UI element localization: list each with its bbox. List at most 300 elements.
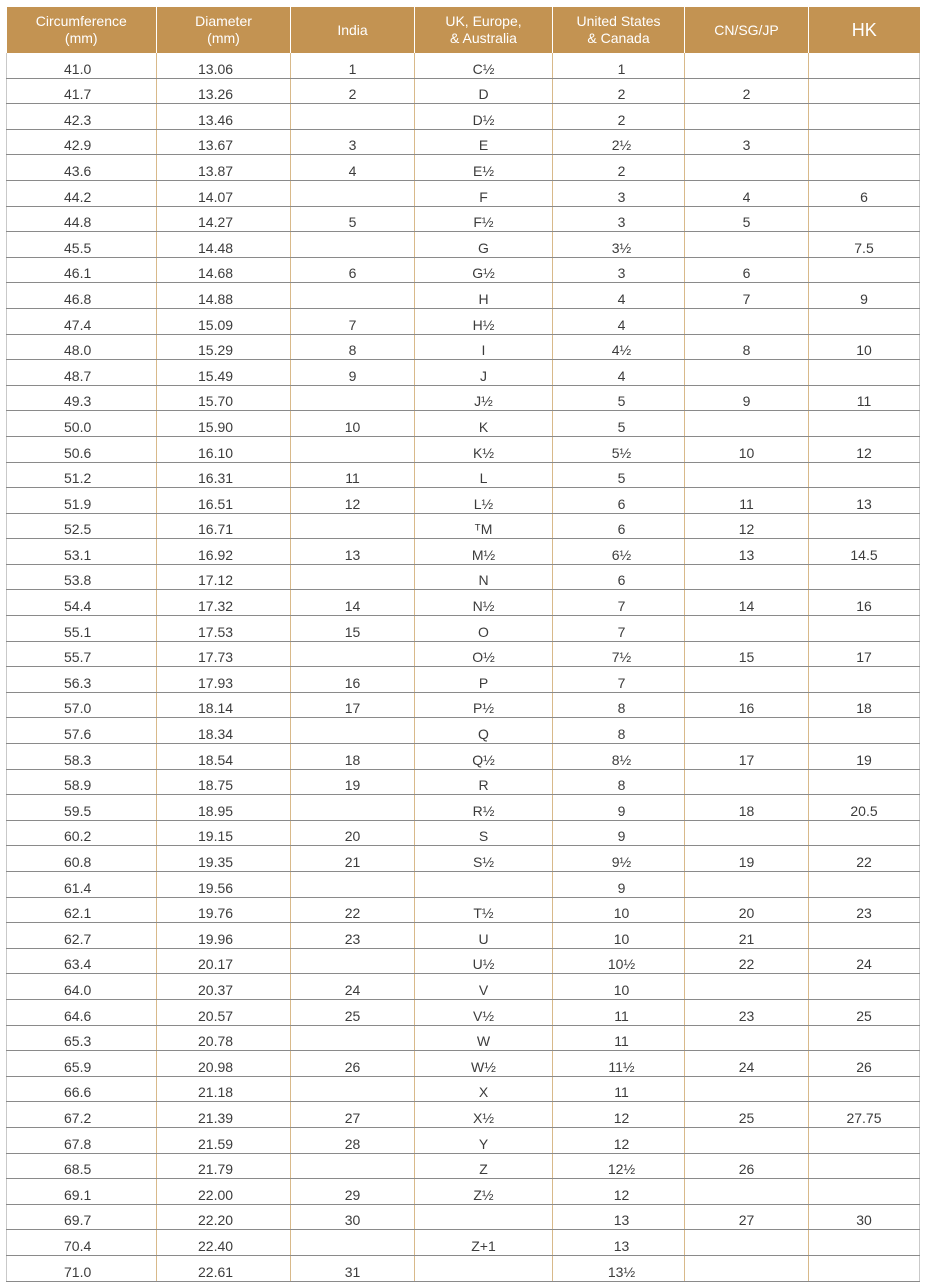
cell-cn-sg-jp: 20 bbox=[685, 897, 809, 923]
cell-hk: 17 bbox=[809, 641, 920, 667]
cell-diameter: 18.54 bbox=[157, 744, 291, 770]
table-row bbox=[7, 897, 920, 923]
cell-uk bbox=[415, 1204, 553, 1230]
cell-uk: F bbox=[415, 180, 553, 206]
cell-circumference: 66.6 bbox=[7, 1076, 157, 1102]
cell-uk: Z bbox=[415, 1153, 553, 1179]
cell-uk: O bbox=[415, 616, 553, 642]
cell-diameter: 17.32 bbox=[157, 590, 291, 616]
cell-circumference: 69.7 bbox=[7, 1204, 157, 1230]
table-row bbox=[7, 334, 920, 360]
table-row bbox=[7, 513, 920, 539]
cell-hk: 10 bbox=[809, 334, 920, 360]
cell-india: 12 bbox=[291, 488, 415, 514]
cell-hk bbox=[809, 1255, 920, 1281]
header-cn-sg-jp: CN/SG/JP bbox=[685, 7, 809, 53]
cell-india bbox=[291, 1230, 415, 1256]
cell-hk bbox=[809, 257, 920, 283]
cell-india: 8 bbox=[291, 334, 415, 360]
cell-hk bbox=[809, 360, 920, 386]
cell-circumference: 60.8 bbox=[7, 846, 157, 872]
cell-india: 21 bbox=[291, 846, 415, 872]
table-row bbox=[7, 385, 920, 411]
cell-us: 10½ bbox=[553, 948, 685, 974]
cell-circumference: 47.4 bbox=[7, 308, 157, 334]
table-row bbox=[7, 923, 920, 949]
cell-diameter: 14.27 bbox=[157, 206, 291, 232]
table-row bbox=[7, 564, 920, 590]
cell-circumference: 59.5 bbox=[7, 795, 157, 821]
cell-us: 7 bbox=[553, 590, 685, 616]
cell-circumference: 64.6 bbox=[7, 999, 157, 1025]
cell-us: 12 bbox=[553, 1102, 685, 1128]
cell-india bbox=[291, 564, 415, 590]
table-row bbox=[7, 462, 920, 488]
cell-diameter: 15.90 bbox=[157, 411, 291, 437]
table-row bbox=[7, 974, 920, 1000]
cell-diameter: 21.39 bbox=[157, 1102, 291, 1128]
cell-diameter: 14.68 bbox=[157, 257, 291, 283]
cell-india: 26 bbox=[291, 1051, 415, 1077]
cell-india bbox=[291, 104, 415, 130]
cell-cn-sg-jp: 2 bbox=[685, 78, 809, 104]
cell-india: 27 bbox=[291, 1102, 415, 1128]
table-row bbox=[7, 1025, 920, 1051]
cell-circumference: 54.4 bbox=[7, 590, 157, 616]
cell-uk: W bbox=[415, 1025, 553, 1051]
cell-us: 2 bbox=[553, 104, 685, 130]
cell-india: 7 bbox=[291, 308, 415, 334]
cell-uk: N bbox=[415, 564, 553, 590]
cell-us: 10 bbox=[553, 897, 685, 923]
table-row bbox=[7, 1204, 920, 1230]
cell-diameter: 16.51 bbox=[157, 488, 291, 514]
cell-cn-sg-jp bbox=[685, 820, 809, 846]
cell-us: 7 bbox=[553, 616, 685, 642]
cell-india: 22 bbox=[291, 897, 415, 923]
cell-cn-sg-jp: 3 bbox=[685, 129, 809, 155]
cell-circumference: 69.1 bbox=[7, 1179, 157, 1205]
cell-us: 10 bbox=[553, 923, 685, 949]
cell-us: 3 bbox=[553, 257, 685, 283]
table-row bbox=[7, 1051, 920, 1077]
table-row bbox=[7, 104, 920, 130]
table-row bbox=[7, 999, 920, 1025]
cell-circumference: 49.3 bbox=[7, 385, 157, 411]
cell-us: 2 bbox=[553, 78, 685, 104]
cell-india: 15 bbox=[291, 616, 415, 642]
cell-india bbox=[291, 1153, 415, 1179]
cell-us: 13 bbox=[553, 1204, 685, 1230]
table-row bbox=[7, 667, 920, 693]
cell-cn-sg-jp bbox=[685, 1179, 809, 1205]
cell-india: 18 bbox=[291, 744, 415, 770]
cell-uk: T½ bbox=[415, 897, 553, 923]
cell-us: 7½ bbox=[553, 641, 685, 667]
table-row bbox=[7, 53, 920, 78]
cell-hk: 24 bbox=[809, 948, 920, 974]
table-row bbox=[7, 180, 920, 206]
cell-uk: R bbox=[415, 769, 553, 795]
table-row bbox=[7, 283, 920, 309]
table-row bbox=[7, 232, 920, 258]
cell-diameter: 13.06 bbox=[157, 53, 291, 78]
cell-cn-sg-jp bbox=[685, 872, 809, 898]
cell-circumference: 44.8 bbox=[7, 206, 157, 232]
cell-circumference: 62.7 bbox=[7, 923, 157, 949]
cell-india: 31 bbox=[291, 1255, 415, 1281]
cell-hk: 18 bbox=[809, 692, 920, 718]
cell-hk bbox=[809, 974, 920, 1000]
cell-us: 3½ bbox=[553, 232, 685, 258]
cell-india bbox=[291, 1025, 415, 1051]
cell-india bbox=[291, 436, 415, 462]
cell-us: 8½ bbox=[553, 744, 685, 770]
cell-circumference: 51.2 bbox=[7, 462, 157, 488]
cell-diameter: 19.56 bbox=[157, 872, 291, 898]
table-row bbox=[7, 436, 920, 462]
cell-us: 12 bbox=[553, 1179, 685, 1205]
cell-us: 6 bbox=[553, 564, 685, 590]
cell-hk: 19 bbox=[809, 744, 920, 770]
cell-circumference: 53.8 bbox=[7, 564, 157, 590]
table-row bbox=[7, 488, 920, 514]
cell-cn-sg-jp: 11 bbox=[685, 488, 809, 514]
table-row bbox=[7, 1153, 920, 1179]
table-row bbox=[7, 129, 920, 155]
cell-cn-sg-jp bbox=[685, 1127, 809, 1153]
cell-uk: I bbox=[415, 334, 553, 360]
cell-diameter: 13.67 bbox=[157, 129, 291, 155]
cell-us: 6½ bbox=[553, 539, 685, 565]
cell-diameter: 22.40 bbox=[157, 1230, 291, 1256]
header-circumference: Circumference (mm) bbox=[7, 7, 157, 53]
cell-circumference: 71.0 bbox=[7, 1255, 157, 1281]
cell-india: 20 bbox=[291, 820, 415, 846]
cell-diameter: 19.15 bbox=[157, 820, 291, 846]
cell-circumference: 42.9 bbox=[7, 129, 157, 155]
cell-uk bbox=[415, 1255, 553, 1281]
cell-diameter: 16.71 bbox=[157, 513, 291, 539]
cell-uk: L bbox=[415, 462, 553, 488]
cell-us: 4 bbox=[553, 283, 685, 309]
table-row bbox=[7, 257, 920, 283]
cell-cn-sg-jp: 8 bbox=[685, 334, 809, 360]
cell-uk: H½ bbox=[415, 308, 553, 334]
cell-cn-sg-jp bbox=[685, 308, 809, 334]
cell-india: 2 bbox=[291, 78, 415, 104]
cell-uk: X½ bbox=[415, 1102, 553, 1128]
cell-diameter: 18.34 bbox=[157, 718, 291, 744]
cell-circumference: 53.1 bbox=[7, 539, 157, 565]
cell-hk bbox=[809, 1025, 920, 1051]
cell-circumference: 45.5 bbox=[7, 232, 157, 258]
cell-cn-sg-jp bbox=[685, 411, 809, 437]
cell-hk: 14.5 bbox=[809, 539, 920, 565]
cell-india bbox=[291, 385, 415, 411]
cell-diameter: 20.98 bbox=[157, 1051, 291, 1077]
cell-cn-sg-jp bbox=[685, 1230, 809, 1256]
cell-diameter: 14.48 bbox=[157, 232, 291, 258]
cell-diameter: 13.87 bbox=[157, 155, 291, 181]
header-us-canada: United States & Canada bbox=[553, 7, 685, 53]
table-row bbox=[7, 744, 920, 770]
cell-india: 16 bbox=[291, 667, 415, 693]
cell-hk bbox=[809, 872, 920, 898]
cell-circumference: 67.8 bbox=[7, 1127, 157, 1153]
cell-uk: V½ bbox=[415, 999, 553, 1025]
cell-cn-sg-jp: 15 bbox=[685, 641, 809, 667]
cell-cn-sg-jp: 22 bbox=[685, 948, 809, 974]
cell-diameter: 15.09 bbox=[157, 308, 291, 334]
cell-india: 29 bbox=[291, 1179, 415, 1205]
cell-uk: L½ bbox=[415, 488, 553, 514]
cell-uk: W½ bbox=[415, 1051, 553, 1077]
cell-hk bbox=[809, 1179, 920, 1205]
table-row bbox=[7, 590, 920, 616]
cell-uk: Q bbox=[415, 718, 553, 744]
cell-diameter: 16.31 bbox=[157, 462, 291, 488]
cell-india: 28 bbox=[291, 1127, 415, 1153]
cell-hk: 25 bbox=[809, 999, 920, 1025]
cell-hk bbox=[809, 104, 920, 130]
cell-cn-sg-jp bbox=[685, 462, 809, 488]
cell-hk: 26 bbox=[809, 1051, 920, 1077]
cell-us: 5 bbox=[553, 411, 685, 437]
cell-uk: X bbox=[415, 1076, 553, 1102]
cell-us: 2 bbox=[553, 155, 685, 181]
cell-us: 9 bbox=[553, 820, 685, 846]
cell-circumference: 60.2 bbox=[7, 820, 157, 846]
cell-india: 30 bbox=[291, 1204, 415, 1230]
cell-us: 6 bbox=[553, 513, 685, 539]
ring-size-table bbox=[6, 7, 920, 1282]
cell-uk: K bbox=[415, 411, 553, 437]
cell-cn-sg-jp: 14 bbox=[685, 590, 809, 616]
cell-circumference: 52.5 bbox=[7, 513, 157, 539]
cell-hk bbox=[809, 462, 920, 488]
cell-uk: Z+1 bbox=[415, 1230, 553, 1256]
cell-cn-sg-jp: 21 bbox=[685, 923, 809, 949]
table-row bbox=[7, 78, 920, 104]
cell-india: 10 bbox=[291, 411, 415, 437]
cell-hk bbox=[809, 155, 920, 181]
cell-cn-sg-jp bbox=[685, 1025, 809, 1051]
cell-uk: P½ bbox=[415, 692, 553, 718]
cell-india bbox=[291, 283, 415, 309]
cell-us: 7 bbox=[553, 667, 685, 693]
cell-diameter: 14.07 bbox=[157, 180, 291, 206]
table-row bbox=[7, 872, 920, 898]
cell-us: 12½ bbox=[553, 1153, 685, 1179]
header-row bbox=[7, 7, 920, 53]
cell-hk: 9 bbox=[809, 283, 920, 309]
cell-uk: S½ bbox=[415, 846, 553, 872]
cell-circumference: 50.6 bbox=[7, 436, 157, 462]
cell-us: 11½ bbox=[553, 1051, 685, 1077]
cell-diameter: 17.12 bbox=[157, 564, 291, 590]
cell-circumference: 62.1 bbox=[7, 897, 157, 923]
cell-circumference: 51.9 bbox=[7, 488, 157, 514]
cell-hk: 20.5 bbox=[809, 795, 920, 821]
cell-diameter: 22.61 bbox=[157, 1255, 291, 1281]
cell-cn-sg-jp bbox=[685, 769, 809, 795]
cell-uk: G½ bbox=[415, 257, 553, 283]
cell-diameter: 13.26 bbox=[157, 78, 291, 104]
cell-uk: V bbox=[415, 974, 553, 1000]
cell-hk bbox=[809, 1153, 920, 1179]
cell-hk bbox=[809, 411, 920, 437]
cell-uk: G bbox=[415, 232, 553, 258]
cell-us: 1 bbox=[553, 53, 685, 78]
table-row bbox=[7, 820, 920, 846]
cell-circumference: 58.3 bbox=[7, 744, 157, 770]
cell-india: 9 bbox=[291, 360, 415, 386]
cell-hk: 16 bbox=[809, 590, 920, 616]
cell-us: 5 bbox=[553, 462, 685, 488]
cell-uk: N½ bbox=[415, 590, 553, 616]
cell-india: 1 bbox=[291, 53, 415, 78]
table-row bbox=[7, 411, 920, 437]
cell-circumference: 55.1 bbox=[7, 616, 157, 642]
cell-uk: E bbox=[415, 129, 553, 155]
cell-circumference: 64.0 bbox=[7, 974, 157, 1000]
cell-uk: C½ bbox=[415, 53, 553, 78]
cell-us: 5 bbox=[553, 385, 685, 411]
cell-diameter: 22.20 bbox=[157, 1204, 291, 1230]
cell-us: 8 bbox=[553, 692, 685, 718]
cell-hk bbox=[809, 1230, 920, 1256]
cell-us: 11 bbox=[553, 1076, 685, 1102]
table-row bbox=[7, 206, 920, 232]
cell-circumference: 58.9 bbox=[7, 769, 157, 795]
cell-india bbox=[291, 1076, 415, 1102]
cell-hk bbox=[809, 616, 920, 642]
cell-circumference: 50.0 bbox=[7, 411, 157, 437]
cell-hk: 13 bbox=[809, 488, 920, 514]
table-row bbox=[7, 718, 920, 744]
cell-cn-sg-jp: 7 bbox=[685, 283, 809, 309]
cell-diameter: 19.76 bbox=[157, 897, 291, 923]
cell-hk bbox=[809, 129, 920, 155]
cell-diameter: 19.35 bbox=[157, 846, 291, 872]
cell-circumference: 44.2 bbox=[7, 180, 157, 206]
cell-us: 11 bbox=[553, 1025, 685, 1051]
cell-circumference: 48.0 bbox=[7, 334, 157, 360]
table-row bbox=[7, 641, 920, 667]
cell-uk: Z½ bbox=[415, 1179, 553, 1205]
cell-cn-sg-jp: 18 bbox=[685, 795, 809, 821]
cell-cn-sg-jp bbox=[685, 616, 809, 642]
cell-uk: P bbox=[415, 667, 553, 693]
cell-circumference: 67.2 bbox=[7, 1102, 157, 1128]
cell-us: 5½ bbox=[553, 436, 685, 462]
cell-uk: U bbox=[415, 923, 553, 949]
cell-hk bbox=[809, 769, 920, 795]
cell-circumference: 41.7 bbox=[7, 78, 157, 104]
cell-cn-sg-jp bbox=[685, 360, 809, 386]
cell-uk: J½ bbox=[415, 385, 553, 411]
cell-india bbox=[291, 795, 415, 821]
cell-diameter: 21.79 bbox=[157, 1153, 291, 1179]
cell-uk: E½ bbox=[415, 155, 553, 181]
cell-cn-sg-jp bbox=[685, 1255, 809, 1281]
cell-india: 25 bbox=[291, 999, 415, 1025]
cell-diameter: 15.49 bbox=[157, 360, 291, 386]
cell-diameter: 16.10 bbox=[157, 436, 291, 462]
cell-india: 24 bbox=[291, 974, 415, 1000]
cell-cn-sg-jp bbox=[685, 1076, 809, 1102]
cell-cn-sg-jp: 26 bbox=[685, 1153, 809, 1179]
cell-uk: D bbox=[415, 78, 553, 104]
table-row bbox=[7, 308, 920, 334]
cell-circumference: 46.8 bbox=[7, 283, 157, 309]
table-row bbox=[7, 360, 920, 386]
cell-diameter: 21.59 bbox=[157, 1127, 291, 1153]
table-row bbox=[7, 1076, 920, 1102]
cell-diameter: 15.70 bbox=[157, 385, 291, 411]
cell-india: 3 bbox=[291, 129, 415, 155]
cell-cn-sg-jp bbox=[685, 564, 809, 590]
cell-hk: 22 bbox=[809, 846, 920, 872]
cell-india: 5 bbox=[291, 206, 415, 232]
cell-hk: 7.5 bbox=[809, 232, 920, 258]
cell-cn-sg-jp: 6 bbox=[685, 257, 809, 283]
cell-us: 8 bbox=[553, 718, 685, 744]
cell-cn-sg-jp: 24 bbox=[685, 1051, 809, 1077]
cell-circumference: 65.9 bbox=[7, 1051, 157, 1077]
cell-cn-sg-jp bbox=[685, 155, 809, 181]
cell-hk bbox=[809, 1076, 920, 1102]
cell-cn-sg-jp: 25 bbox=[685, 1102, 809, 1128]
table-row bbox=[7, 616, 920, 642]
cell-us: 4 bbox=[553, 308, 685, 334]
cell-us: 8 bbox=[553, 769, 685, 795]
cell-india bbox=[291, 232, 415, 258]
cell-us: 2½ bbox=[553, 129, 685, 155]
cell-india bbox=[291, 513, 415, 539]
cell-cn-sg-jp: 17 bbox=[685, 744, 809, 770]
cell-uk: Y bbox=[415, 1127, 553, 1153]
cell-us: 11 bbox=[553, 999, 685, 1025]
cell-uk: R½ bbox=[415, 795, 553, 821]
cell-cn-sg-jp: 12 bbox=[685, 513, 809, 539]
cell-us: 10 bbox=[553, 974, 685, 1000]
cell-us: 6 bbox=[553, 488, 685, 514]
cell-circumference: 56.3 bbox=[7, 667, 157, 693]
cell-cn-sg-jp bbox=[685, 667, 809, 693]
cell-india bbox=[291, 718, 415, 744]
cell-cn-sg-jp: 16 bbox=[685, 692, 809, 718]
table-row bbox=[7, 1102, 920, 1128]
cell-hk bbox=[809, 53, 920, 78]
cell-hk bbox=[809, 206, 920, 232]
cell-uk bbox=[415, 872, 553, 898]
cell-diameter: 18.75 bbox=[157, 769, 291, 795]
cell-cn-sg-jp: 27 bbox=[685, 1204, 809, 1230]
cell-us: 12 bbox=[553, 1127, 685, 1153]
cell-us: 3 bbox=[553, 206, 685, 232]
cell-uk: D½ bbox=[415, 104, 553, 130]
cell-cn-sg-jp: 5 bbox=[685, 206, 809, 232]
cell-uk: Q½ bbox=[415, 744, 553, 770]
cell-diameter: 17.53 bbox=[157, 616, 291, 642]
cell-cn-sg-jp bbox=[685, 974, 809, 1000]
cell-diameter: 21.18 bbox=[157, 1076, 291, 1102]
cell-circumference: 57.6 bbox=[7, 718, 157, 744]
cell-cn-sg-jp: 9 bbox=[685, 385, 809, 411]
cell-india: 23 bbox=[291, 923, 415, 949]
